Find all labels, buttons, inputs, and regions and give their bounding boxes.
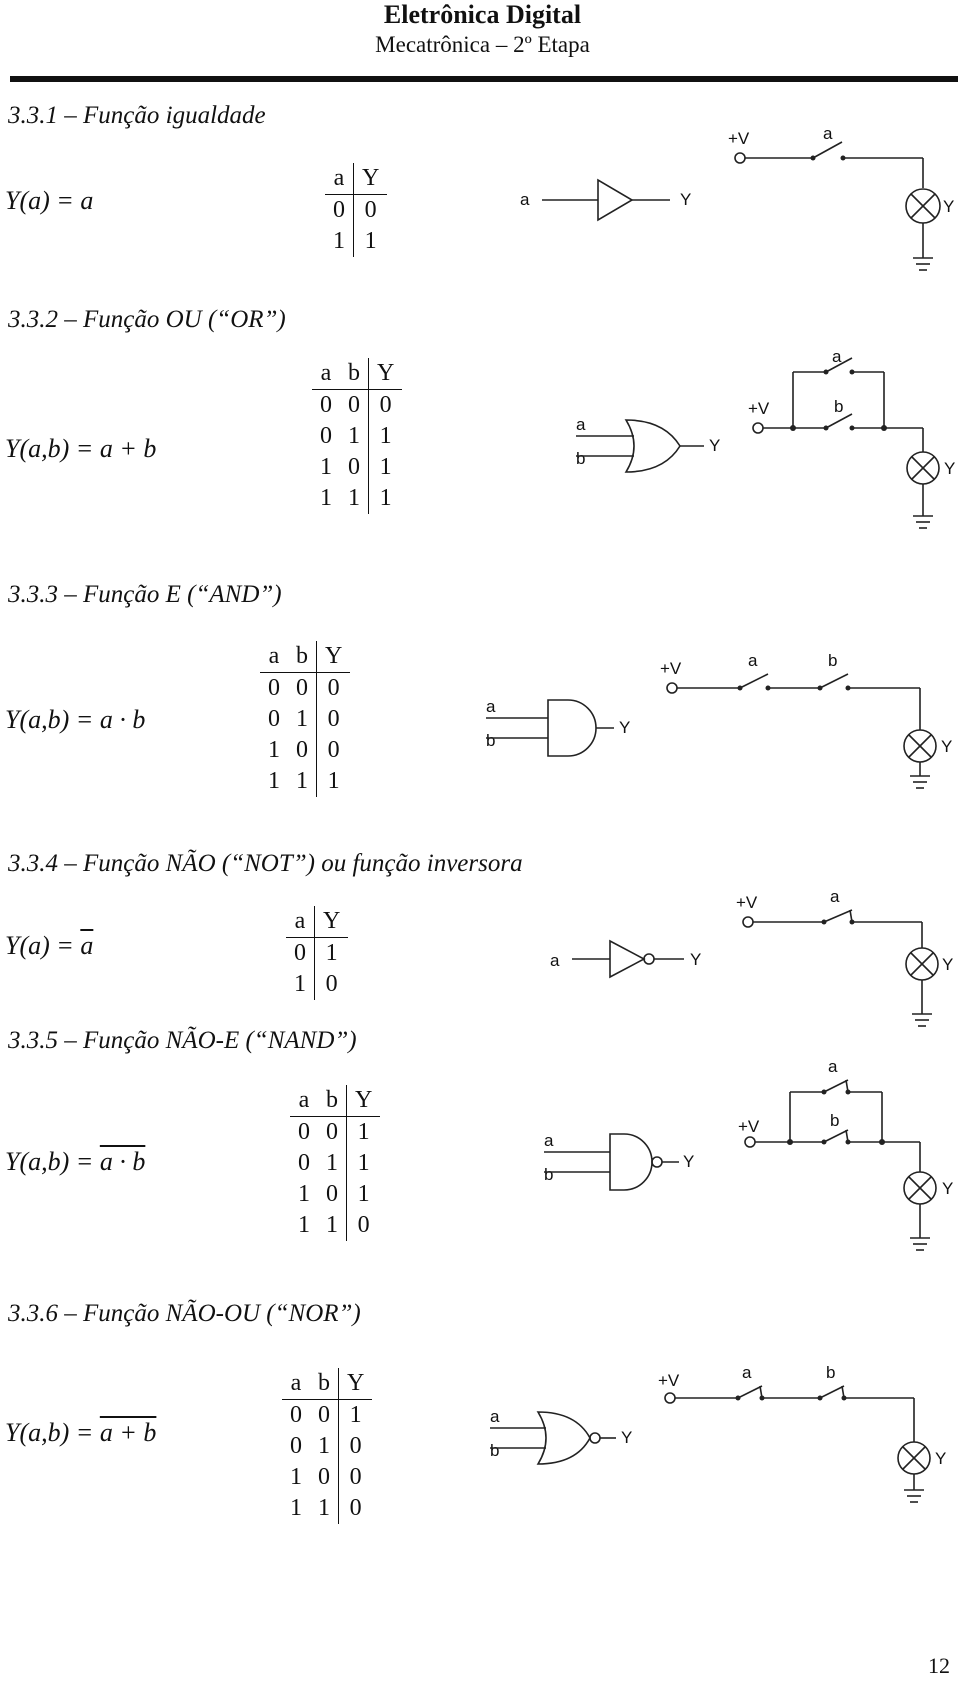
table-cell: 0 — [290, 1433, 302, 1459]
switch-a-label: a — [748, 651, 758, 670]
table-cell: 1 — [268, 737, 280, 763]
equation-rhs: $\overline{a}$ — [80, 931, 94, 960]
input-a-label: a — [520, 190, 530, 209]
lamp-label: Y — [941, 737, 953, 756]
table-cell: 1 — [354, 226, 388, 257]
buffer-gate-symbol — [520, 160, 700, 240]
input-a-label: a — [544, 1131, 554, 1150]
section-title-and: 3.3.3 – Função E (“AND”) — [8, 581, 282, 608]
table-cell: 1 — [298, 1212, 310, 1238]
table-cell: 1 — [320, 485, 332, 511]
table-cell: 1 — [290, 1495, 302, 1521]
table-cell: 0 — [348, 454, 360, 480]
table-header: a — [290, 1085, 318, 1117]
section-title-not: 3.3.4 – Função NÃO (“NOT”) ou função inversora — [8, 850, 523, 877]
truth-table-not — [286, 906, 348, 1000]
table-cell: 0 — [268, 706, 280, 732]
section-title-or: 3.3.2 – Função OU (“OR”) — [8, 306, 286, 333]
truth-table-or — [312, 358, 402, 514]
switch-a-label: a — [828, 1057, 838, 1076]
output-label: Y — [619, 718, 631, 737]
header-rule — [10, 76, 958, 82]
switch-circuit-or — [748, 347, 960, 537]
equation-rhs: a · b — [99, 1147, 146, 1176]
supply-label: +V — [738, 1117, 760, 1136]
not-gate-symbol — [550, 919, 710, 989]
table-header: a — [260, 641, 288, 673]
table-cell: 1 — [290, 1464, 302, 1490]
input-b-label: b — [486, 731, 496, 750]
table-cell: 1 — [318, 1495, 330, 1521]
table-cell: 0 — [320, 423, 332, 449]
table-header: Y — [369, 358, 403, 390]
table-cell: 0 — [317, 735, 351, 766]
section-title-nand: 3.3.5 – Função NÃO-E (“NAND”) — [8, 1027, 357, 1054]
switch-a-label: a — [830, 887, 840, 906]
output-label: Y — [709, 436, 721, 455]
table-cell: 1 — [298, 1181, 310, 1207]
table-cell: 0 — [348, 392, 360, 418]
supply-label: +V — [728, 129, 750, 148]
table-cell: 1 — [347, 1148, 381, 1179]
table-cell: 0 — [369, 390, 403, 422]
table-cell: 0 — [326, 1181, 338, 1207]
table-cell: 0 — [320, 392, 332, 418]
table-header: b — [340, 358, 369, 390]
table-header: a — [325, 163, 354, 195]
table-cell: 1 — [320, 454, 332, 480]
table-cell: 0 — [317, 673, 351, 705]
table-cell: 1 — [317, 766, 351, 797]
equation-not — [5, 931, 93, 961]
switch-circuit-nor — [658, 1363, 958, 1516]
switch-b-label: b — [826, 1363, 836, 1382]
switch-circuit-not — [736, 886, 958, 1046]
equation-rhs: a + b — [99, 1418, 157, 1447]
table-cell: 0 — [318, 1464, 330, 1490]
table-cell: 0 — [339, 1431, 373, 1462]
table-cell: 1 — [369, 421, 403, 452]
switch-circuit-identity — [728, 122, 958, 282]
supply-label: +V — [736, 893, 758, 912]
table-cell: 0 — [339, 1462, 373, 1493]
table-cell: 0 — [296, 675, 308, 701]
output-label: Y — [690, 950, 702, 969]
equation-lhs: Y(a,b) = — [5, 705, 100, 734]
supply-label: +V — [660, 659, 682, 678]
table-cell: 1 — [347, 1179, 381, 1210]
table-cell: 0 — [298, 1150, 310, 1176]
input-a-label: a — [490, 1407, 500, 1426]
equation-or — [5, 434, 156, 464]
switch-circuit-and — [660, 651, 958, 804]
output-label: Y — [683, 1152, 695, 1171]
table-cell: 1 — [333, 228, 345, 254]
equation-nand — [5, 1147, 145, 1177]
table-header: a — [282, 1368, 310, 1400]
table-cell: 0 — [294, 940, 306, 966]
section-title-nor: 3.3.6 – Função NÃO-OU (“NOR”) — [8, 1300, 361, 1327]
truth-table-identity — [325, 163, 387, 257]
table-cell: 1 — [347, 1117, 381, 1149]
or-gate-symbol — [576, 408, 726, 478]
nand-gate-symbol — [544, 1124, 704, 1194]
table-cell: 1 — [268, 768, 280, 794]
supply-label: +V — [748, 399, 770, 418]
table-header: a — [312, 358, 340, 390]
table-cell: 0 — [333, 197, 345, 223]
section-title-identity: 3.3.1 – Função igualdade — [8, 102, 266, 129]
switch-circuit-nand — [738, 1057, 958, 1258]
table-header: Y — [339, 1368, 373, 1400]
truth-table-nand — [290, 1085, 380, 1241]
and-gate-symbol — [486, 690, 636, 760]
input-b-label: b — [490, 1441, 500, 1460]
table-cell: 0 — [347, 1210, 381, 1241]
lamp-label: Y — [944, 459, 956, 478]
switch-b-label: b — [830, 1111, 840, 1130]
equation-rhs: a · b — [99, 705, 146, 734]
lamp-label: Y — [942, 955, 954, 974]
table-cell: 1 — [326, 1212, 338, 1238]
switch-b-label: b — [828, 651, 838, 670]
input-a-label: a — [550, 951, 560, 970]
truth-table-nor — [282, 1368, 372, 1524]
table-cell: 0 — [318, 1402, 330, 1428]
table-cell: 1 — [348, 485, 360, 511]
table-cell: 0 — [317, 704, 351, 735]
output-label: Y — [621, 1428, 633, 1447]
table-header: a — [286, 906, 315, 938]
table-header: Y — [354, 163, 388, 195]
equation-identity — [5, 186, 93, 216]
table-cell: 0 — [315, 969, 349, 1000]
table-header: b — [288, 641, 317, 673]
table-cell: 1 — [296, 706, 308, 732]
truth-table-and — [260, 641, 350, 797]
table-header: b — [310, 1368, 339, 1400]
table-cell: 0 — [290, 1402, 302, 1428]
lamp-label: Y — [943, 197, 955, 216]
switch-a-label: a — [823, 124, 833, 143]
table-cell: 0 — [268, 675, 280, 701]
document-title: Eletrônica Digital — [383, 0, 582, 29]
table-cell: 0 — [339, 1493, 373, 1524]
table-header: Y — [347, 1085, 381, 1117]
table-cell: 1 — [294, 971, 306, 997]
equation-lhs: Y(a,b) = — [5, 1418, 100, 1447]
switch-a-label: a — [742, 1363, 752, 1382]
table-cell: 1 — [339, 1400, 373, 1432]
table-cell: 1 — [318, 1433, 330, 1459]
page-number: 12 — [928, 1653, 950, 1678]
table-cell: 1 — [369, 483, 403, 514]
supply-label: +V — [658, 1371, 680, 1390]
equation-and — [5, 705, 145, 735]
table-cell: 1 — [296, 768, 308, 794]
equation-rhs: a + b — [99, 434, 157, 463]
switch-b-label: b — [834, 397, 844, 416]
equation-rhs: a — [80, 186, 94, 215]
table-cell: 0 — [354, 195, 388, 227]
table-cell: 0 — [296, 737, 308, 763]
table-header: Y — [315, 906, 349, 938]
input-a-label: a — [576, 415, 586, 434]
output-label: Y — [680, 190, 692, 209]
equation-lhs: Y(a) = — [5, 931, 81, 960]
table-cell: 1 — [348, 423, 360, 449]
input-a-label: a — [486, 697, 496, 716]
table-header: Y — [317, 641, 351, 673]
nor-gate-symbol — [490, 1400, 640, 1470]
table-header: b — [318, 1085, 347, 1117]
table-cell: 1 — [326, 1150, 338, 1176]
switch-a-label: a — [832, 347, 842, 366]
equation-lhs: Y(a,b) = — [5, 434, 100, 463]
lamp-label: Y — [935, 1449, 947, 1468]
lamp-label: Y — [942, 1179, 954, 1198]
table-cell: 0 — [326, 1119, 338, 1145]
table-cell: 0 — [298, 1119, 310, 1145]
table-cell: 1 — [315, 938, 349, 970]
input-b-label: b — [544, 1165, 554, 1184]
equation-nor — [5, 1418, 156, 1448]
equation-lhs: Y(a,b) = — [5, 1147, 100, 1176]
input-b-label: b — [576, 449, 586, 468]
equation-lhs: Y(a) = — [5, 186, 81, 215]
document-subtitle: Mecatrônica – 2º Etapa — [375, 32, 590, 57]
table-cell: 1 — [369, 452, 403, 483]
